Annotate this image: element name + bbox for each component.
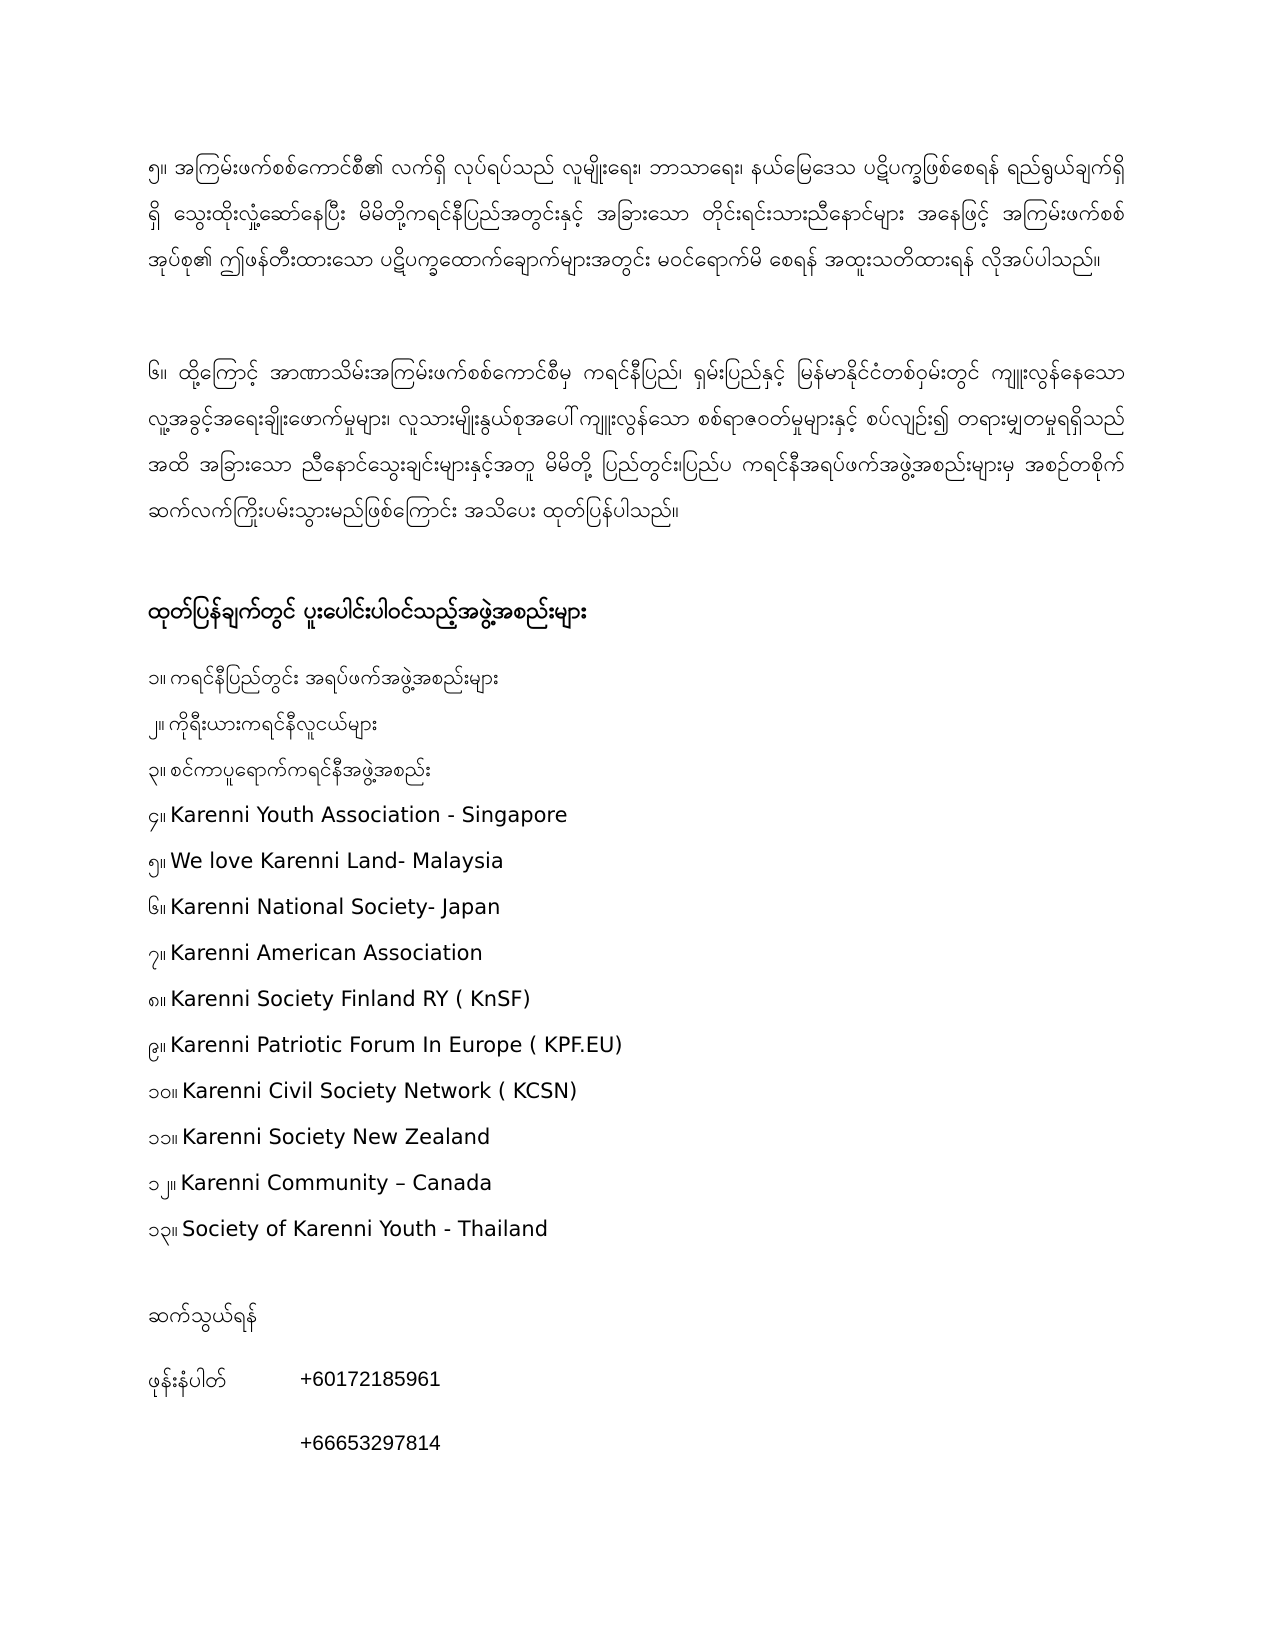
list-item bbox=[148, 1206, 623, 1252]
list-item bbox=[148, 746, 623, 792]
list-item bbox=[148, 792, 623, 838]
list-item-number: ၁၁။ bbox=[148, 1125, 178, 1149]
organization-name: Karenni National Society- Japan bbox=[170, 895, 501, 919]
participating-organizations-heading: ထုတ်ပြန်ချက်တွင် ပူးပေါင်းပါဝင်သည့်အဖွဲ့အစည်းများ bbox=[148, 598, 587, 624]
list-item bbox=[148, 976, 623, 1022]
organization-name: Karenni Youth Association - Singapore bbox=[170, 803, 568, 827]
paragraph-5: ၅။ အကြမ်းဖက်စစ်ကောင်စီ၏ လက်ရှိ လုပ်ရပ်သည် လူမျိုးရေး၊ ဘာသာရေး၊ နယ်မြေဒေသ ပဋိပက္ခဖြစ်စေရန် ရည်ရွယ်ချက်ရှိရှိ သွေးထိုးလှုံ့ဆော်နေပြီး မိမိတို့ကရင်နီပြည်အတွင်းနှင့် အခြားသော တိုင်းရင်းသားညီနောင်များ အနေဖြင့် အကြမ်းဖက်စစ်အုပ်စု၏ ဤဖန်တီးထားသော ပဋိပက္ခထောက်ချောက်များအတွင်း မဝင်ရောက်မိ စေရန် အထူးသတိထားရန် လိုအပ်ပါသည်။ bbox=[148, 155, 1125, 272]
organization-name: ကိုရီးယားကရင်နီလူငယ်များ bbox=[168, 711, 378, 735]
list-item-number: ၇။ bbox=[148, 941, 167, 965]
contact-title: ဆက်သွယ်ရန် bbox=[148, 1303, 258, 1328]
organization-name: Society of Karenni Youth - Thailand bbox=[181, 1217, 549, 1241]
list-item bbox=[148, 654, 623, 700]
organization-name: ကရင်နီပြည်တွင်း အရပ်ဖက်အဖွဲ့အစည်းများ bbox=[170, 665, 499, 689]
list-item bbox=[148, 930, 623, 976]
list-item-number: ၉။ bbox=[148, 1033, 167, 1057]
phone-number: +66653297814 bbox=[300, 1432, 441, 1455]
list-item bbox=[148, 884, 623, 930]
organization-name: Karenni Society Finland RY ( KnSF) bbox=[170, 987, 531, 1011]
organization-name: Karenni American Association bbox=[170, 941, 483, 965]
list-item bbox=[148, 838, 623, 884]
list-item-number: ၃။ bbox=[148, 757, 167, 781]
organization-name: Karenni Community – Canada bbox=[180, 1171, 493, 1195]
list-item bbox=[148, 1114, 623, 1160]
list-item-number: ၁၀။ bbox=[148, 1079, 178, 1103]
organization-name: Karenni Society New Zealand bbox=[181, 1125, 491, 1149]
organization-list bbox=[148, 654, 623, 1252]
organization-name: We love Karenni Land- Malaysia bbox=[170, 849, 504, 873]
organization-name: စင်ကာပူရောက်ကရင်နီအဖွဲ့အစည်း bbox=[170, 757, 431, 781]
list-item bbox=[148, 1022, 623, 1068]
list-item-number: ၄။ bbox=[148, 803, 167, 827]
list-item-number: ၆။ bbox=[148, 895, 167, 919]
paragraph-6: ၆။ ထို့ကြောင့် အာဏာသိမ်းအကြမ်းဖက်စစ်ကောင်စီမှ ကရင်နီပြည်၊ ရှမ်းပြည်နှင့် မြန်မာနိုင်ငံတစ်ဝှမ်းတွင် ကျူးလွန်နေသော လူ့အခွင့်အရေးချိုးဖောက်မှုများ၊ လူသားမျိုးနွယ်စုအပေါ်ကျူးလွန်သော စစ်ရာဇဝတ်မှုများနှင့် စပ်လျဉ်း၍ တရားမျှတမှုရရှိသည်အထိ အခြားသော ညီနောင်သွေးချင်းများနှင့်အတူ မိမိတို့ ပြည်တွင်း၊ပြည်ပ ကရင်နီအရပ်ဖက်အဖွဲ့အစည်းများမှ အစဉ်တစိုက် ဆက်လက်ကြိုးပမ်းသွားမည်ဖြစ်ကြောင်း အသိပေး ထုတ်ပြန်ပါသည်။ bbox=[148, 360, 1125, 523]
organization-name: Karenni Civil Society Network ( KCSN) bbox=[181, 1079, 578, 1103]
list-item-number: ၁၃။ bbox=[148, 1217, 178, 1241]
list-item bbox=[148, 1160, 623, 1206]
list-item-number: ၂။ bbox=[148, 711, 165, 735]
list-item bbox=[148, 1068, 623, 1114]
phone-number: +60172185961 bbox=[300, 1368, 441, 1391]
list-item bbox=[148, 700, 623, 746]
organization-name: Karenni Patriotic Forum In Europe ( KPF.EU) bbox=[170, 1033, 623, 1057]
list-item-number: ၁။ bbox=[148, 665, 167, 689]
list-item-number: ၁၂။ bbox=[148, 1171, 177, 1195]
phone-label: ဖုန်းနံပါတ် bbox=[148, 1368, 227, 1393]
list-item-number: ၈။ bbox=[148, 987, 167, 1011]
list-item-number: ၅။ bbox=[148, 849, 167, 873]
